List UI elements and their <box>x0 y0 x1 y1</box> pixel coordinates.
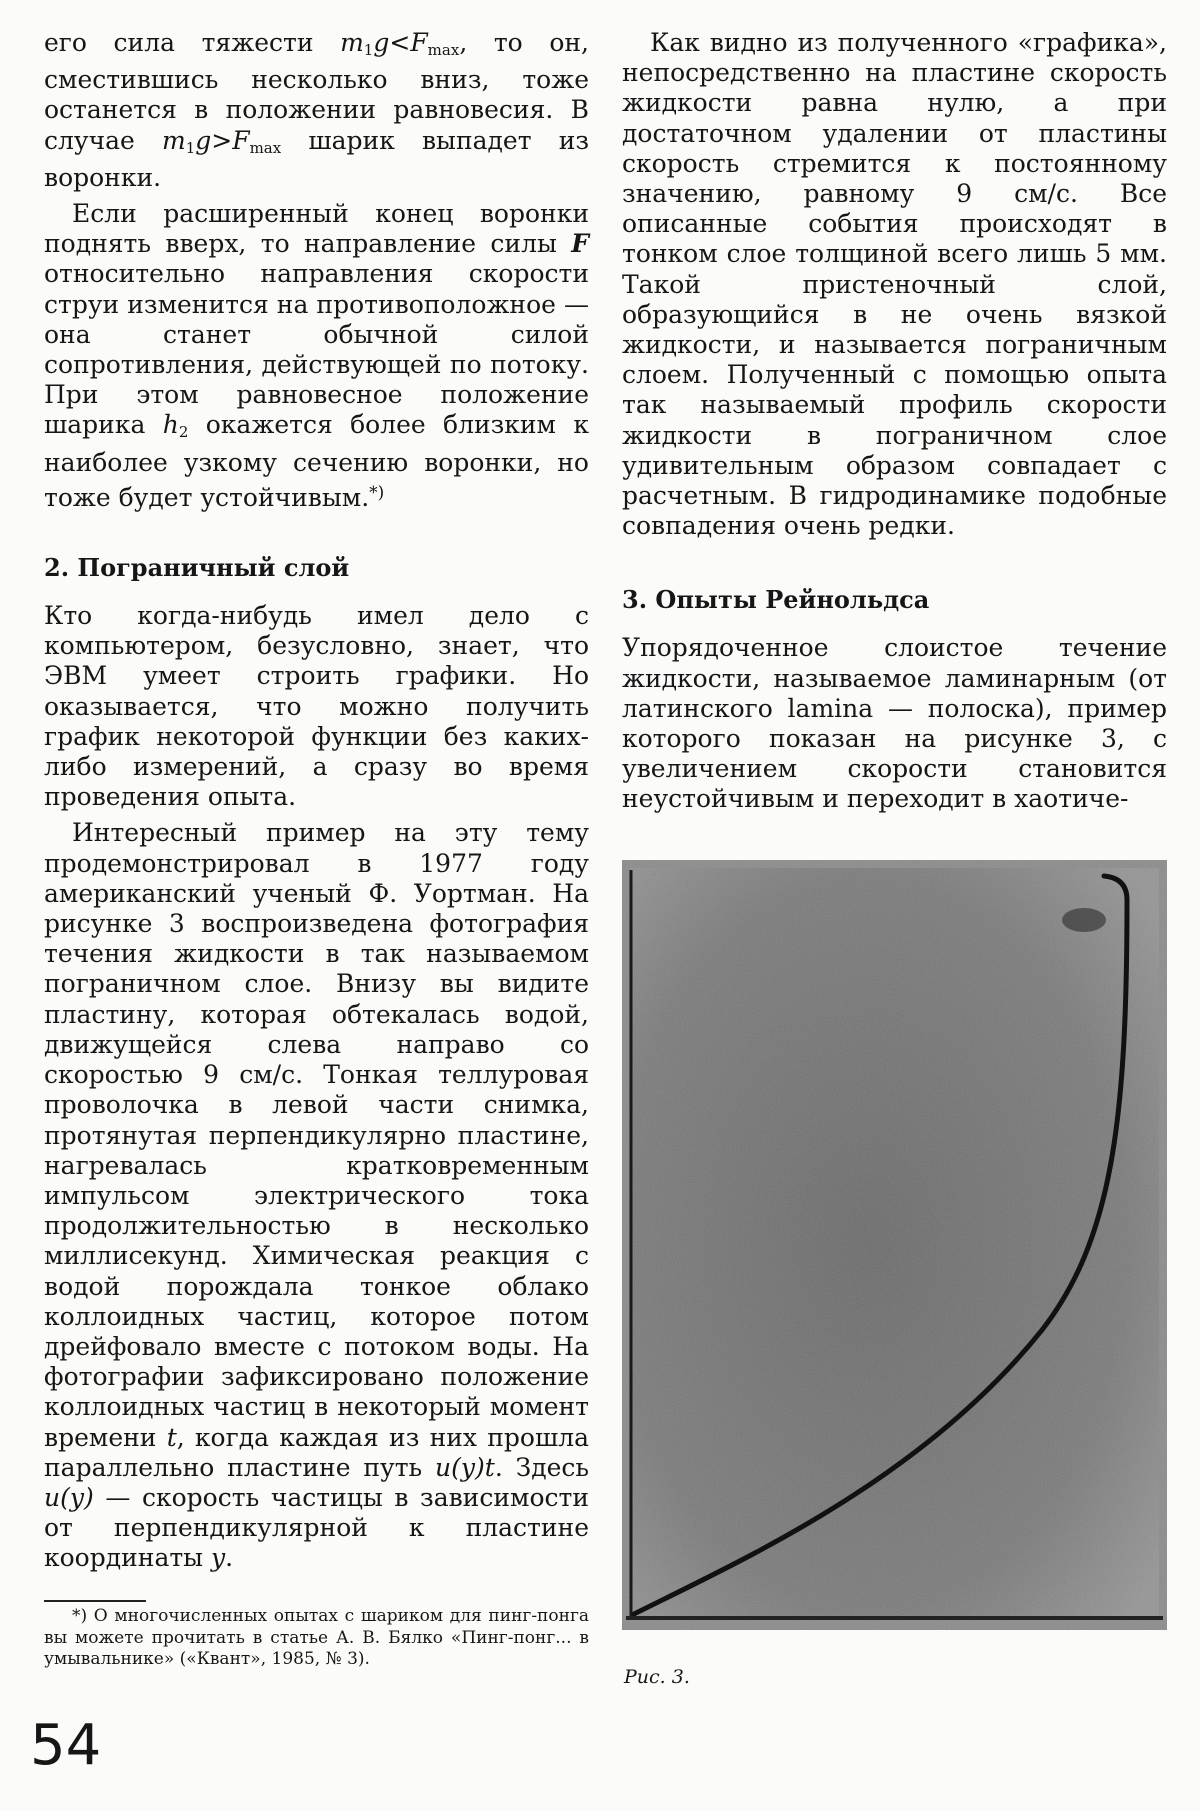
paragraph-velocity-profile: Как видно из полученного «графика», непосредственно на пластине скорость жидкости равна нулю, а при достаточном удалении от пластины скорость стремится к постоянному значению, равному 9 см/с. Все описанные события происходят в тонком слое толщиной всего лишь 5 мм. Такой пристеночный слой, образующийся в не очень вязкой жидкости, и называется пограничным слоем. Полученный с помощью опыта так называемый профиль скорости жидкости в пограничном слое удивительным образом совпадает с расчетным. В гидродинамике подобные совпадения очень редки. <box>622 28 1167 541</box>
right-column <box>622 28 1167 815</box>
figure-caption: Рис. 3. <box>624 1666 690 1688</box>
boundary-layer-photo <box>622 860 1167 1630</box>
footnote-rule <box>44 1600 146 1602</box>
paragraph-laminar-flow: Упорядоченное слоистое течение жидкости, называемое ламинарным (от латинского lamina — полоска), пример которого показан на рисунке 3, с увеличением скорости становится неустойчивым и переходит в хаотиче- <box>622 633 1167 814</box>
footnote: *) О многочисленных опытах с шариком для пинг-понга вы можете прочитать в статье А. В. Бялко «Пинг-понг... в умывальнике» («Квант», 1985, № 3). <box>44 1606 589 1670</box>
left-column <box>44 28 589 1574</box>
paragraph-balance-continued: его сила тяжести $m_1g<F_{max}$, то он, сместившись несколько вниз, тоже останется в положении равновесия. В случае $m_1g>F_{max}$ шарик выпадет из воронки. <box>44 28 589 192</box>
paragraph-funnel-raised: Если расширенный конец воронки поднять вверх, то направление силы F относительно направления скорости струи изменится на противоположное — она станет обычной силой сопротивления, действующей по потоку. При этом равновесное положение шарика $h_2$ окажется более близким к наиболее узкому сечению воронки, но тоже будет устойчивым.*) <box>44 199 589 512</box>
section-heading-boundary-layer: 2. Пограничный слой <box>44 553 350 583</box>
section-heading-reynolds: 3. Опыты Рейнольдса <box>622 585 930 615</box>
page-number: 54 <box>30 1713 102 1778</box>
paragraph-wortman-experiment: Интересный пример на эту тему продемонстрировал в 1977 году американский ученый Ф. Уортман. На рисунке 3 воспроизведена фотография течения жидкости в так называемом пограничном слое. Внизу вы видите пластину, которая обтекалась водой, движущейся слева направо со скоростью 9 см/с. Тонкая теллуровая проволочка в левой части снимка, протянутая перпендикулярно пластине, нагревалась кратковременным импульсом электрического тока продолжительностью в несколько миллисекунд. Химическая реакция с водой порождала тонкое облако коллоидных частиц, которое потом дрейфовало вместе с потоком воды. На фотографии зафиксировано положение коллоидных частиц в некоторый момент времени t, когда каждая из них прошла параллельно пластине путь u(y)t. Здесь u(y) — скорость частицы в зависимости от перпендикулярной к пластине координаты y. <box>44 818 589 1573</box>
footnote-marker[interactable]: *) <box>369 482 385 503</box>
paragraph-computers: Кто когда-нибудь имел дело с компьютером, безусловно, знает, что ЭВМ умеет строить графики. Но оказывается, что можно получить график некоторой функции без каких-либо измерений, а сразу во время проведения опыта. <box>44 601 589 812</box>
